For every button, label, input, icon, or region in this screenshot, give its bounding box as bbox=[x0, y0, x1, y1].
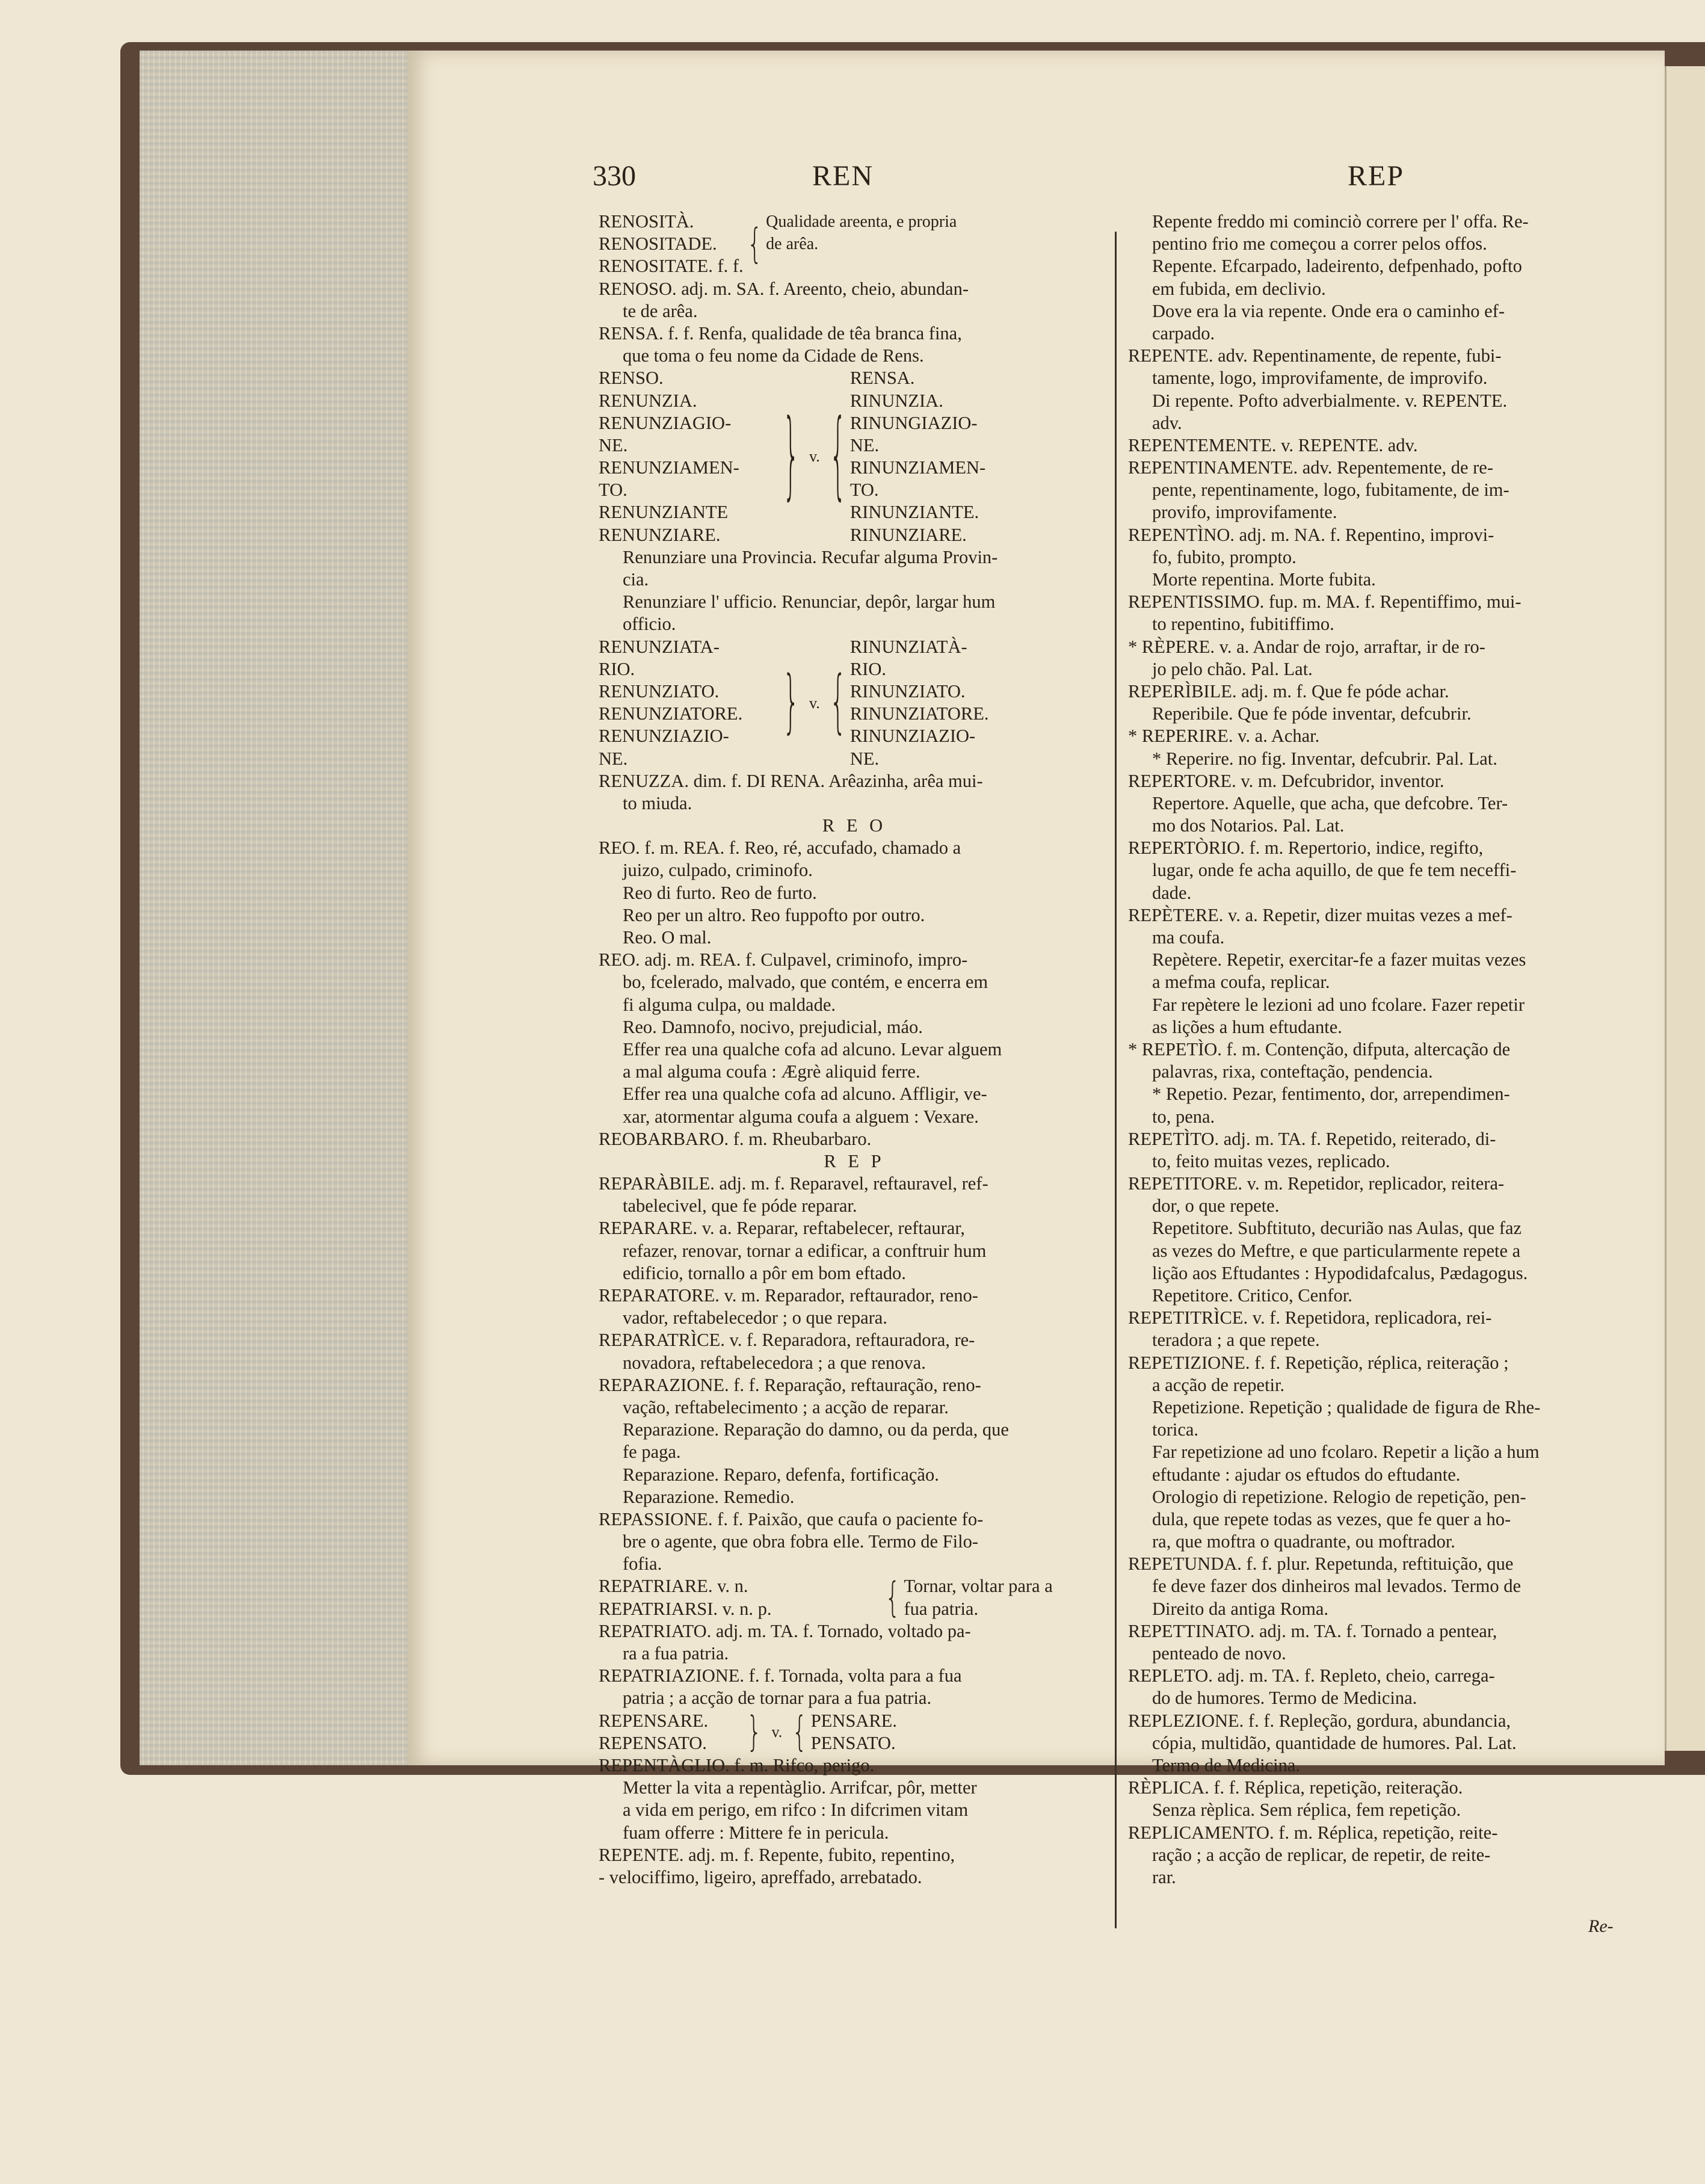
headword: TO. bbox=[599, 480, 627, 501]
headword: de arêa. bbox=[766, 235, 819, 254]
entry-line: a vida em perigo, em rifco : In difcrimen vitam bbox=[623, 1800, 969, 1821]
entry-line: REPENTÀGLIO. f. m. Rifco, perigo. bbox=[599, 1754, 875, 1775]
entry-line: RENUZZA. dim. f. DI RENA. Arêazinha, arêa mui- bbox=[599, 770, 983, 791]
entry-line: Reo per un altro. Reo fuppofto por outro. bbox=[623, 904, 925, 925]
entry-line: Reo. Damnofo, nocivo, prejudicial, máo. bbox=[623, 1016, 923, 1037]
entry-line: REO. f. m. REA. f. Reo, ré, accufado, chamado a bbox=[599, 838, 961, 859]
entry-line: Orologio di repetizione. Relogio de repetição, pen- bbox=[1152, 1486, 1526, 1507]
entry-line: a mefma coufa, replicar. bbox=[1152, 972, 1330, 993]
entry-line: REOBARBARO. f. m. Rheubarbaro. bbox=[599, 1128, 872, 1149]
headword: RENUNZIARE. bbox=[599, 524, 721, 545]
entry-line: REPARATRÌCE. v. f. Reparadora, reftauradora, re- bbox=[599, 1330, 975, 1351]
entry-line: Repetitore. Subftituto, decurião nas Aulas, que faz bbox=[1152, 1218, 1522, 1239]
headword: NE. bbox=[849, 748, 880, 769]
headword: RENSO. bbox=[599, 368, 664, 389]
entry-line: Senza rèplica. Sem réplica, fem repetição. bbox=[1152, 1800, 1461, 1821]
headword: RENOSITADE. bbox=[599, 233, 717, 254]
entry-line: novadora, reftabelecedora ; a que renova. bbox=[623, 1352, 926, 1373]
entry-line: REPETITORE. v. m. Repetidor, replicador, reitera- bbox=[1128, 1173, 1505, 1194]
entry-line: to miuda. bbox=[623, 792, 692, 813]
catchword: Re- bbox=[1588, 1916, 1614, 1936]
headword: RENUNZIATA- bbox=[599, 636, 720, 657]
entry-line: to, feito muitas vezes, replicado. bbox=[1152, 1150, 1390, 1171]
entry-line: R E O bbox=[822, 815, 887, 836]
entry-line: tabelecivel, que fe póde reparar. bbox=[623, 1195, 857, 1217]
headword: RINUNGIAZIO- bbox=[849, 412, 978, 433]
headword: TO. bbox=[849, 480, 879, 501]
entry-line: REPETITRÌCE. v. f. Repetidora, replicadora, rei- bbox=[1128, 1307, 1492, 1328]
entry-line: - velociffimo, ligeiro, apreffado, arrebatado. bbox=[599, 1866, 922, 1887]
headword: RINUNZIAZIO- bbox=[849, 726, 976, 747]
entry-line: fo, fubito, prompto. bbox=[1152, 546, 1296, 567]
brace-glyph: { bbox=[829, 400, 846, 511]
headword: NE. bbox=[599, 434, 628, 455]
entry-line: adv. bbox=[1152, 412, 1182, 433]
entry-line: juizo, culpado, criminofo. bbox=[623, 860, 813, 881]
entry-line: penteado de novo. bbox=[1152, 1643, 1286, 1664]
entry-line: as vezes do Meftre, e que particularmente repete a bbox=[1152, 1240, 1521, 1261]
entry-line: ma coufa. bbox=[1152, 927, 1225, 948]
entry-line: eftudante : ajudar os eftudos do eftudante. bbox=[1152, 1464, 1461, 1485]
entry-line: tamente, logo, improvifamente, de improvifo. bbox=[1152, 368, 1488, 389]
entry-line: refazer, renovar, tornar a edificar, a conftruir hum bbox=[623, 1240, 987, 1261]
entry-line: a mal alguma coufa : Ægrè aliquid ferre. bbox=[623, 1061, 920, 1082]
entry-line: Termo de Medicina. bbox=[1152, 1754, 1301, 1775]
headword: RINUNZIATORE. bbox=[849, 703, 989, 724]
headword: fua patria. bbox=[904, 1598, 979, 1619]
entry-line: carpado. bbox=[1152, 322, 1215, 344]
entry-line: Repetizione. Repetição ; qualidade de figura de Rhe- bbox=[1152, 1396, 1541, 1417]
entry-line: as lições a hum eftudante. bbox=[1152, 1016, 1342, 1037]
entry-line: Reperibile. Que fe póde inventar, defcubrir. bbox=[1152, 703, 1472, 724]
headword: RIO. bbox=[849, 658, 886, 679]
entry-line: REPENTE. adv. Repentinamente, de repente, fubi- bbox=[1128, 345, 1502, 366]
entry-line: REPLEZIONE. f. f. Repleção, gordura, abundancia, bbox=[1128, 1710, 1511, 1731]
entry-line: to, pena. bbox=[1152, 1106, 1215, 1127]
running-head-left: REN bbox=[812, 160, 874, 192]
entry-line: REPARAZIONE. f. f. Reparação, reftauração, reno- bbox=[599, 1374, 981, 1395]
entry-line: R E P bbox=[824, 1150, 885, 1171]
entry-line: vação, reftabelecimento ; a acção de reparar. bbox=[623, 1396, 949, 1417]
entry-line: REPÈTERE. v. a. Repetir, dizer muitas vezes a mef- bbox=[1128, 904, 1512, 925]
entry-line: REPENTEMENTE. v. REPENTE. adv. bbox=[1128, 434, 1418, 455]
entry-line: que toma o feu nome da Cidade de Rens. bbox=[623, 345, 924, 366]
entry-line: Reparazione. Remedio. bbox=[623, 1486, 795, 1507]
headword: RENOSITÀ. bbox=[599, 211, 694, 232]
entry-line: RENOSO. adj. m. SA. f. Areento, cheio, abundan- bbox=[599, 278, 969, 299]
entry-line: to repentino, fubitiffimo. bbox=[1152, 614, 1334, 635]
left-column bbox=[599, 211, 1110, 1889]
entry-line: REPARARE. v. a. Reparar, reftabelecer, reftaurar, bbox=[599, 1218, 965, 1239]
entry-line: teradora ; a que repete. bbox=[1152, 1330, 1320, 1351]
headword: RENUNZIATORE. bbox=[599, 703, 743, 724]
entry-line: dade. bbox=[1152, 882, 1192, 903]
entry-line: Repètere. Repetir, exercitar-fe a fazer muitas vezes bbox=[1152, 949, 1526, 970]
headword: RENUNZIANTE bbox=[599, 502, 729, 523]
headword: RINUNZIAMEN- bbox=[849, 457, 986, 478]
headword: RIO. bbox=[599, 658, 635, 679]
right-column bbox=[1128, 211, 1615, 1889]
entry-line: a acção de repetir. bbox=[1152, 1374, 1285, 1395]
brace-glyph: { bbox=[747, 220, 763, 268]
entry-line: REPARÀBILE. adj. m. f. Reparavel, reftauravel, ref- bbox=[599, 1173, 988, 1194]
headword: REPENSARE. bbox=[599, 1710, 709, 1731]
entry-line: edificio, tornallo a pôr em bom eftado. bbox=[623, 1262, 906, 1283]
entry-line: REPERTÒRIO. f. m. Repertorio, indice, regifto, bbox=[1128, 838, 1484, 859]
entry-line: Renunziare l' ufficio. Renunciar, depôr, largar hum bbox=[623, 591, 996, 612]
entry-line: REPERTORE. v. m. Defcubridor, inventor. bbox=[1128, 770, 1444, 791]
entry-line: Repetitore. Critico, Cenfor. bbox=[1152, 1285, 1352, 1306]
entry-line: Reparazione. Reparo, defenfa, fortificação. bbox=[623, 1464, 939, 1485]
entry-line: cópia, multidão, quantidade de humores. Pal. Lat. bbox=[1152, 1732, 1517, 1753]
headword: Tornar, voltar para a bbox=[904, 1576, 1053, 1597]
entry-line: REPETÌTO. adj. m. TA. f. Repetido, reiterado, di- bbox=[1128, 1128, 1496, 1149]
entry-line: xar, atormentar alguma coufa a alguem : Vexare. bbox=[623, 1106, 979, 1127]
entry-line: REPENTE. adj. m. f. Repente, fubito, repentino, bbox=[599, 1844, 955, 1865]
see-mark: v. bbox=[809, 448, 820, 466]
entry-line: Reo di furto. Reo de furto. bbox=[623, 882, 817, 903]
entry-line: Far repetizione ad uno fcolaro. Repetir a lição a hum bbox=[1152, 1442, 1540, 1463]
entry-line: fuam offerre : Mittere fe in pericula. bbox=[623, 1822, 889, 1843]
headword: RENUNZIATO. bbox=[599, 680, 720, 702]
entry-line: patria ; a acção de tornar para a fua patria. bbox=[623, 1688, 932, 1709]
brace-group-renso bbox=[599, 367, 1110, 546]
entry-line: REPLETO. adj. m. TA. f. Repleto, cheio, carrega- bbox=[1128, 1665, 1495, 1686]
headword: RINUNZIA. bbox=[849, 390, 943, 411]
entry-line: REO. adj. m. REA. f. Culpavel, criminofo, impro- bbox=[599, 949, 968, 970]
entry-line: Far repètere le lezioni ad uno fcolare. Fazer repetir bbox=[1152, 994, 1525, 1015]
entry-line: REPENTISSIMO. fup. m. MA. f. Repentiffimo, mui- bbox=[1128, 591, 1522, 612]
headword: Qualidade areenta, e propria bbox=[766, 212, 957, 231]
see-mark: v. bbox=[771, 1723, 783, 1741]
brace-group-repensare bbox=[599, 1710, 1110, 1754]
entry-line: Repertore. Aquelle, que acha, que defcobre. Ter- bbox=[1152, 792, 1508, 813]
headword: REPENSATO. bbox=[599, 1732, 707, 1753]
headword: RENSA. bbox=[849, 368, 915, 389]
headword: NE. bbox=[849, 434, 880, 455]
entry-line: dula, que repete todas as vezes, que fe quer a ho- bbox=[1152, 1508, 1511, 1529]
entry-line: Morte repentina. Morte fubita. bbox=[1152, 569, 1376, 590]
facing-page-edge bbox=[1665, 66, 1705, 1751]
headword: NE. bbox=[599, 748, 628, 769]
entry-line: ra a fua patria. bbox=[623, 1643, 729, 1664]
entry-line: fe deve fazer dos dinheiros mal levados. Termo de bbox=[1152, 1576, 1522, 1597]
headword: PENSARE. bbox=[810, 1710, 897, 1731]
entry-line: palavras, rixa, conteftação, pendencia. bbox=[1152, 1061, 1433, 1082]
entry-line: em fubida, em declivio. bbox=[1152, 278, 1326, 299]
entry-line: REPETIZIONE. f. f. Repetição, réplica, reiteração ; bbox=[1128, 1352, 1509, 1373]
brace-glyph: { bbox=[885, 1574, 901, 1621]
entry-line: Effer rea una qualche cofa ad alcuno. Levar alguem bbox=[623, 1038, 1002, 1060]
entry-line: RENSA. f. f. Renfa, qualidade de têa branca fina, bbox=[599, 322, 962, 344]
entry-line: officio. bbox=[623, 614, 676, 635]
brace-group-renosita bbox=[599, 211, 1110, 278]
entry-line: REPLICAMENTO. f. m. Réplica, repetição, reite- bbox=[1128, 1822, 1498, 1843]
entry-line: ra, que moftra o quadrante, ou moftrador. bbox=[1152, 1531, 1455, 1552]
entry-line: fe paga. bbox=[623, 1442, 681, 1463]
entry-line: lição aos Eftudantes : Hypodidafcalus, Pædagogus. bbox=[1152, 1262, 1528, 1283]
entry-line: jo pelo chão. Pal. Lat. bbox=[1152, 658, 1313, 679]
headword: PENSATO. bbox=[810, 1732, 896, 1753]
entry-line: Metter la vita a repentàglio. Arrifcar, pôr, metter bbox=[623, 1777, 977, 1798]
entry-line: pente, repentinamente, logo, fubitamente, de im- bbox=[1152, 480, 1509, 501]
brace-glyph: } bbox=[783, 400, 800, 511]
headword: RENUNZIAGIO- bbox=[599, 412, 732, 433]
brace-group-renunziatario bbox=[599, 636, 1110, 770]
entry-line: ração ; a acção de replicar, de repetir, de reite- bbox=[1152, 1844, 1491, 1865]
entry-line: REPENTÌNO. adj. m. NA. f. Repentino, improvi- bbox=[1128, 524, 1494, 545]
headword: RENUNZIAMEN- bbox=[599, 457, 739, 478]
entry-line: REPETTINATO. adj. m. TA. f. Tornado a pentear, bbox=[1128, 1620, 1497, 1641]
entry-line: pentino frio me começou a correr pelos offos. bbox=[1152, 233, 1487, 254]
brace-glyph: { bbox=[829, 662, 846, 742]
entry-line: Repente. Efcarpado, ladeirento, defpenhado, pofto bbox=[1152, 256, 1522, 277]
column-rule bbox=[1115, 232, 1117, 1928]
brace-group-repatriare bbox=[599, 1575, 1110, 1620]
entry-line: bre o agente, que obra fobra elle. Termo de Filo- bbox=[623, 1531, 978, 1552]
entry-line: * REPERIRE. v. a. Achar. bbox=[1128, 726, 1320, 747]
entry-line: * REPETÌO. f. m. Contenção, difputa, altercação de bbox=[1128, 1038, 1511, 1060]
entry-line: REPASSIONE. f. f. Paixão, que caufa o paciente fo- bbox=[599, 1508, 984, 1529]
see-mark: v. bbox=[809, 694, 820, 712]
headword: REPATRIARSI. v. n. p. bbox=[599, 1598, 772, 1619]
entry-line: REPENTINAMENTE. adv. Repentemente, de re- bbox=[1128, 457, 1493, 478]
page-edges bbox=[140, 51, 409, 1765]
entry-line: REPATRIAZIONE. f. f. Tornada, volta para a fua bbox=[599, 1665, 962, 1686]
entry-line: Effer rea una qualche cofa ad alcuno. Affligir, ve- bbox=[623, 1084, 987, 1105]
headword: RINUNZIATO. bbox=[849, 680, 966, 702]
entry-line: fofia. bbox=[623, 1553, 662, 1575]
entry-line: Di repente. Pofto adverbialmente. v. REPENTE. bbox=[1152, 390, 1508, 411]
headword: REPATRIARE. v. n. bbox=[599, 1576, 748, 1597]
entry-line: rar. bbox=[1152, 1866, 1176, 1887]
entry-line: Dove era la via repente. Onde era o caminho ef- bbox=[1152, 300, 1505, 321]
entry-line: * RÈPERE. v. a. Andar de rojo, arraftar, ir de ro- bbox=[1128, 636, 1485, 657]
entry-line: do de humores. Termo de Medicina. bbox=[1152, 1688, 1417, 1709]
entry-line: REPERÌBILE. adj. m. f. Que fe póde achar. bbox=[1128, 680, 1449, 702]
entry-line: fi alguma culpa, ou maldade. bbox=[623, 994, 836, 1015]
headword: RENUNZIA. bbox=[599, 390, 697, 411]
entry-line: RÈPLICA. f. f. Réplica, repetição, reiteração. bbox=[1128, 1777, 1463, 1798]
entry-line: cia. bbox=[623, 569, 649, 590]
entry-line: REPETUNDA. f. f. plur. Repetunda, reftituição, que bbox=[1128, 1553, 1514, 1575]
brace-glyph: } bbox=[747, 1708, 762, 1756]
entry-line: Repente freddo mi cominciò correre per l' offa. Re- bbox=[1152, 211, 1529, 232]
headword: RENUNZIAZIO- bbox=[599, 726, 729, 747]
brace-glyph: } bbox=[783, 662, 800, 742]
entry-line: mo dos Notarios. Pal. Lat. bbox=[1152, 815, 1345, 836]
entry-line: bo, fcelerado, malvado, que contém, e encerra em bbox=[623, 972, 988, 993]
page-number: 330 bbox=[593, 160, 636, 192]
entry-line: torica. bbox=[1152, 1419, 1199, 1440]
entry-line: lugar, onde fe acha aquillo, de que fe tem neceffi- bbox=[1152, 860, 1517, 881]
entry-line: Reparazione. Reparação do damno, ou da perda, que bbox=[623, 1419, 1009, 1440]
headword: RENOSITATE. f. f. bbox=[599, 256, 744, 277]
headword: RINUNZIATÀ- bbox=[849, 636, 967, 657]
entry-line: te de arêa. bbox=[623, 300, 698, 321]
entry-line: vador, reftabelecedor ; o que repara. bbox=[623, 1307, 887, 1328]
entry-line: Renunziare una Provincia. Recufar alguma Provin- bbox=[623, 546, 998, 567]
entry-line: REPARATORE. v. m. Reparador, reftaurador, reno- bbox=[599, 1285, 978, 1306]
entry-line: provifo, improvifamente. bbox=[1152, 502, 1337, 523]
entry-line: dor, o que repete. bbox=[1152, 1195, 1280, 1217]
entry-line: * Reperire. no fig. Inventar, defcubrir. Pal. Lat. bbox=[1152, 748, 1497, 769]
headword: RINUNZIANTE. bbox=[849, 502, 979, 523]
entry-line: Reo. O mal. bbox=[623, 927, 712, 948]
headword: RINUNZIARE. bbox=[849, 524, 967, 545]
brace-glyph: { bbox=[792, 1708, 807, 1756]
running-head-right: REP bbox=[1348, 160, 1405, 192]
entry-line: REPATRIATO. adj. m. TA. f. Tornado, voltado pa- bbox=[599, 1620, 971, 1641]
entry-line: Direito da antiga Roma. bbox=[1152, 1598, 1329, 1619]
entry-line: * Repetio. Pezar, fentimento, dor, arrependimen- bbox=[1152, 1084, 1510, 1105]
